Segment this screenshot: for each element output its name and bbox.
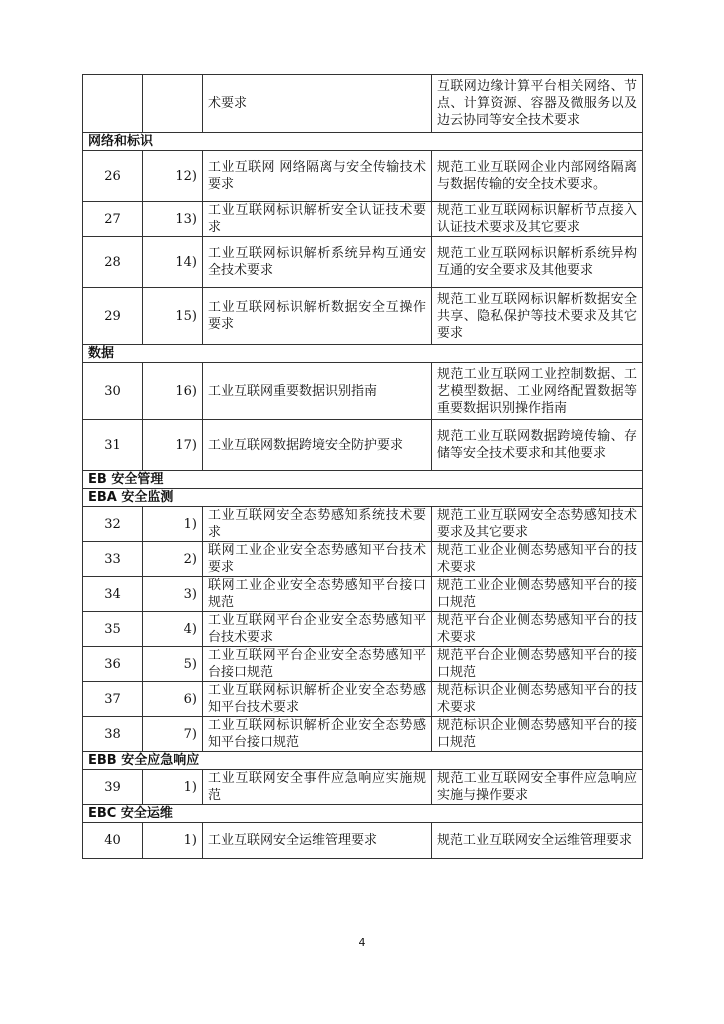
table-row (83, 75, 643, 133)
table-row (83, 542, 643, 577)
standard-name: 工业互联网安全运维管理要求 (203, 823, 432, 859)
standard-name: 工业互联网标识解析数据安全互操作要求 (203, 288, 432, 345)
section-title: EBA 安全监测 (83, 489, 643, 507)
standard-description: 规范工业互联网数据跨境传输、存储等安全技术要求和其他要求 (432, 420, 643, 471)
standard-description: 规范工业互联网企业内部网络隔离与数据传输的安全技术要求。 (432, 151, 643, 202)
section-row (83, 345, 643, 363)
standard-name: 联网工业企业安全态势感知平台技术要求 (203, 542, 432, 577)
item-index: 16) (143, 363, 203, 420)
table-row (83, 202, 643, 237)
row-number: 27 (83, 202, 143, 237)
row-number: 29 (83, 288, 143, 345)
item-index: 1) (143, 823, 203, 859)
item-index (143, 75, 203, 133)
standard-description: 规范工业互联网标识解析数据安全共享、隐私保护等技术要求及其它要求 (432, 288, 643, 345)
table-row (83, 823, 643, 859)
row-number: 28 (83, 237, 143, 288)
item-index: 1) (143, 507, 203, 542)
row-number: 30 (83, 363, 143, 420)
standard-description: 规范工业互联网安全事件应急响应实施与操作要求 (432, 770, 643, 805)
table-body (83, 75, 643, 859)
standard-description: 规范工业互联网安全态势感知技术要求及其它要求 (432, 507, 643, 542)
standard-name: 术要求 (203, 75, 432, 133)
row-number: 39 (83, 770, 143, 805)
item-index: 6) (143, 682, 203, 717)
item-index: 17) (143, 420, 203, 471)
section-title: EB 安全管理 (83, 471, 643, 489)
table-row (83, 647, 643, 682)
table-row (83, 420, 643, 471)
table-row (83, 507, 643, 542)
page-number: 4 (358, 936, 366, 949)
standard-description: 规范标识企业侧态势感知平台的技术要求 (432, 682, 643, 717)
section-row (83, 489, 643, 507)
standard-name: 联网工业企业安全态势感知平台接口规范 (203, 577, 432, 612)
row-number (83, 75, 143, 133)
standard-name: 工业互联网安全态势感知系统技术要求 (203, 507, 432, 542)
standard-description: 互联网边缘计算平台相关网络、节点、计算资源、容器及微服务以及边云协同等安全技术要求 (432, 75, 643, 133)
section-row (83, 133, 643, 151)
item-index: 1) (143, 770, 203, 805)
item-index: 15) (143, 288, 203, 345)
table-row (83, 612, 643, 647)
section-title: 网络和标识 (83, 133, 643, 151)
row-number: 26 (83, 151, 143, 202)
standard-description: 规范工业互联网标识解析系统异构互通的安全要求及其他要求 (432, 237, 643, 288)
standard-description: 规范标识企业侧态势感知平台的接口规范 (432, 717, 643, 752)
item-index: 7) (143, 717, 203, 752)
section-title: EBC 安全运维 (83, 805, 643, 823)
table-row (83, 717, 643, 752)
section-title: 数据 (83, 345, 643, 363)
table-row (83, 682, 643, 717)
item-index: 5) (143, 647, 203, 682)
standard-name: 工业互联网标识解析系统异构互通安全技术要求 (203, 237, 432, 288)
standard-description: 规范平台企业侧态势感知平台的技术要求 (432, 612, 643, 647)
standard-description: 规范工业企业侧态势感知平台的技术要求 (432, 542, 643, 577)
table-row (83, 363, 643, 420)
section-row (83, 805, 643, 823)
table-row (83, 151, 643, 202)
item-index: 2) (143, 542, 203, 577)
standard-name: 工业互联网平台企业安全态势感知平台接口规范 (203, 647, 432, 682)
row-number: 38 (83, 717, 143, 752)
item-index: 3) (143, 577, 203, 612)
row-number: 35 (83, 612, 143, 647)
table-row (83, 288, 643, 345)
row-number: 31 (83, 420, 143, 471)
standard-name: 工业互联网标识解析企业安全态势感知平台接口规范 (203, 717, 432, 752)
standard-name: 工业互联网标识解析安全认证技术要求 (203, 202, 432, 237)
standard-description: 规范工业互联网标识解析节点接入认证技术要求及其它要求 (432, 202, 643, 237)
standard-description: 规范工业互联网工业控制数据、工艺模型数据、工业网络配置数据等重要数据识别操作指南 (432, 363, 643, 420)
standard-name: 工业互联网平台企业安全态势感知平台技术要求 (203, 612, 432, 647)
standard-name: 工业互联网标识解析企业安全态势感知平台技术要求 (203, 682, 432, 717)
row-number: 40 (83, 823, 143, 859)
section-row (83, 471, 643, 489)
section-row (83, 752, 643, 770)
section-title: EBB 安全应急响应 (83, 752, 643, 770)
standards-table (82, 74, 643, 859)
standard-description: 规范工业互联网安全运维管理要求 (432, 823, 643, 859)
item-index: 13) (143, 202, 203, 237)
standard-description: 规范工业企业侧态势感知平台的接口规范 (432, 577, 643, 612)
standard-name: 工业互联网安全事件应急响应实施规范 (203, 770, 432, 805)
row-number: 33 (83, 542, 143, 577)
standard-name: 工业互联网 网络隔离与安全传输技术要求 (203, 151, 432, 202)
standard-description: 规范平台企业侧态势感知平台的接口规范 (432, 647, 643, 682)
standard-name: 工业互联网数据跨境安全防护要求 (203, 420, 432, 471)
table-row (83, 770, 643, 805)
item-index: 4) (143, 612, 203, 647)
row-number: 36 (83, 647, 143, 682)
row-number: 32 (83, 507, 143, 542)
standard-name: 工业互联网重要数据识别指南 (203, 363, 432, 420)
row-number: 37 (83, 682, 143, 717)
table-row (83, 577, 643, 612)
row-number: 34 (83, 577, 143, 612)
item-index: 12) (143, 151, 203, 202)
table-row (83, 237, 643, 288)
item-index: 14) (143, 237, 203, 288)
